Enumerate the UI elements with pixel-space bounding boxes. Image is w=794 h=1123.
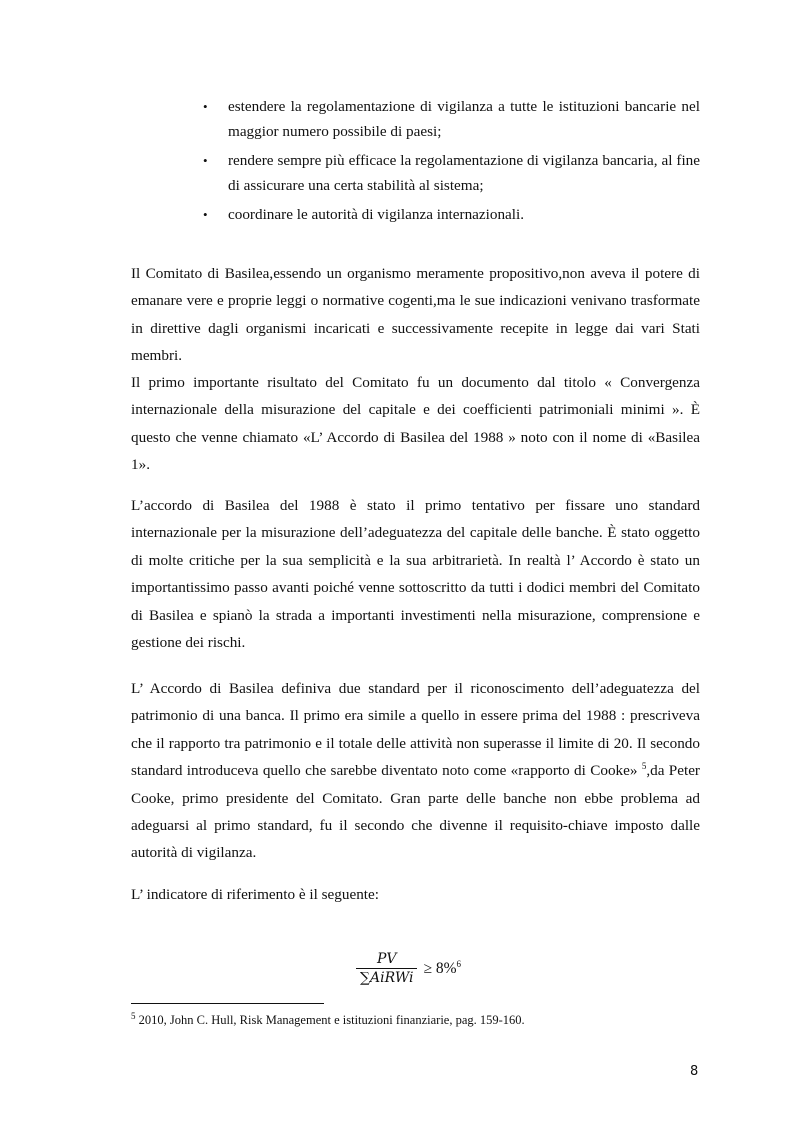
cooke-ratio-formula [356,951,461,986]
paragraph-indicatore: L’ indicatore di riferimento è il seguente: [131,886,379,903]
paragraph-primo-risultato: Il primo importante risultato del Comitato fu un documento dal titolo « Convergenza internazionale della misurazione del capitale e dei coefficienti patrimoniali minimi ». È questo che venne chiamato «L’ Accordo di Basilea del 1988 » noto con il nome di «Basilea 1». [131,374,700,474]
page-number: 8 [690,1064,699,1079]
list-item-text: coordinare le autorità di vigilanza internazionali. [228,206,525,223]
footnote-divider [131,1003,324,1004]
formula-fraction [356,951,417,986]
paragraph-text: ,da Peter Cooke, primo presidente del Comitato. Gran parte delle banche non ebbe problema ad adeguarsi al primo standard, fu il secondo che divenne il requisito-chiave imposto dalle autorità di vigilanza. [131,762,700,862]
list-item [203,94,700,144]
paragraph-comitato: Il Comitato di Basilea,essendo un organismo meramente propositivo,non aveva il potere di emanare vere e proprie leggi o normative cogenti,ma le sue indicazioni venivano trasformate in direttive dagli organismi incaricati e successivamente recepite in legge dai vari Stati membri. [131,265,700,365]
bullet-icon: • [203,99,208,114]
footnote-mark: 5 [131,1010,136,1021]
list-item-text: estendere la regolamentazione di vigilanza a tutte le istituzioni bancarie nel maggior numero possibile di paesi; [228,98,700,140]
sigma-symbol: ∑ [360,970,370,986]
paragraph-due-standard [131,675,700,867]
formula-rhs [423,960,461,978]
bullet-list [203,94,700,231]
list-item [203,148,700,198]
footnote [131,1012,525,1028]
paragraph-text: L’ Accordo di Basilea definiva due standard per il riconoscimento dell’adeguatezza del patrimonio di una banca. Il primo era simile a quello in essere prima del 1988 : prescriveva che il rapporto tra patrimonio e il totale delle attività non superasse il limite di 20. Il secondo standard introduceva quello che sarebbe diventato noto come «rapporto di Cooke» [131,680,700,780]
formula-denominator [356,968,417,986]
list-item-text: rendere sempre più efficace la regolamentazione di vigilanza bancaria, al fine di assicurare una certa stabilità al sistema; [228,152,700,194]
footnote-reference: 6 [456,958,461,969]
formula-relation: ≥ 8% [423,959,457,977]
footnote-text: 2010, John C. Hull, Risk Management e istituzioni finanziarie, pag. 159-160. [135,1013,525,1027]
bullet-icon: • [203,207,208,222]
bullet-icon: • [203,153,208,168]
formula-numerator: PV [376,951,397,967]
footnote-reference: 5 [641,761,647,772]
formula-denominator-text: AiRWi [370,970,414,986]
paragraph-accordo-1988: L’accordo di Basilea del 1988 è stato il primo tentativo per fissare uno standard internazionale per la misurazione dell’adeguatezza del capitale delle banche. È stato oggetto di molte critiche per la sua semplicità e la sua arbitrarietà. In realtà l’ Accordo è stato un importantissimo passo avanti poiché venne sottoscritto da tutti i dodici membri del Comitato di Basilea e spianò la strada a importanti investimenti nella misurazione, comprensione e gestione dei rischi. [131,497,700,652]
list-item [203,202,700,227]
